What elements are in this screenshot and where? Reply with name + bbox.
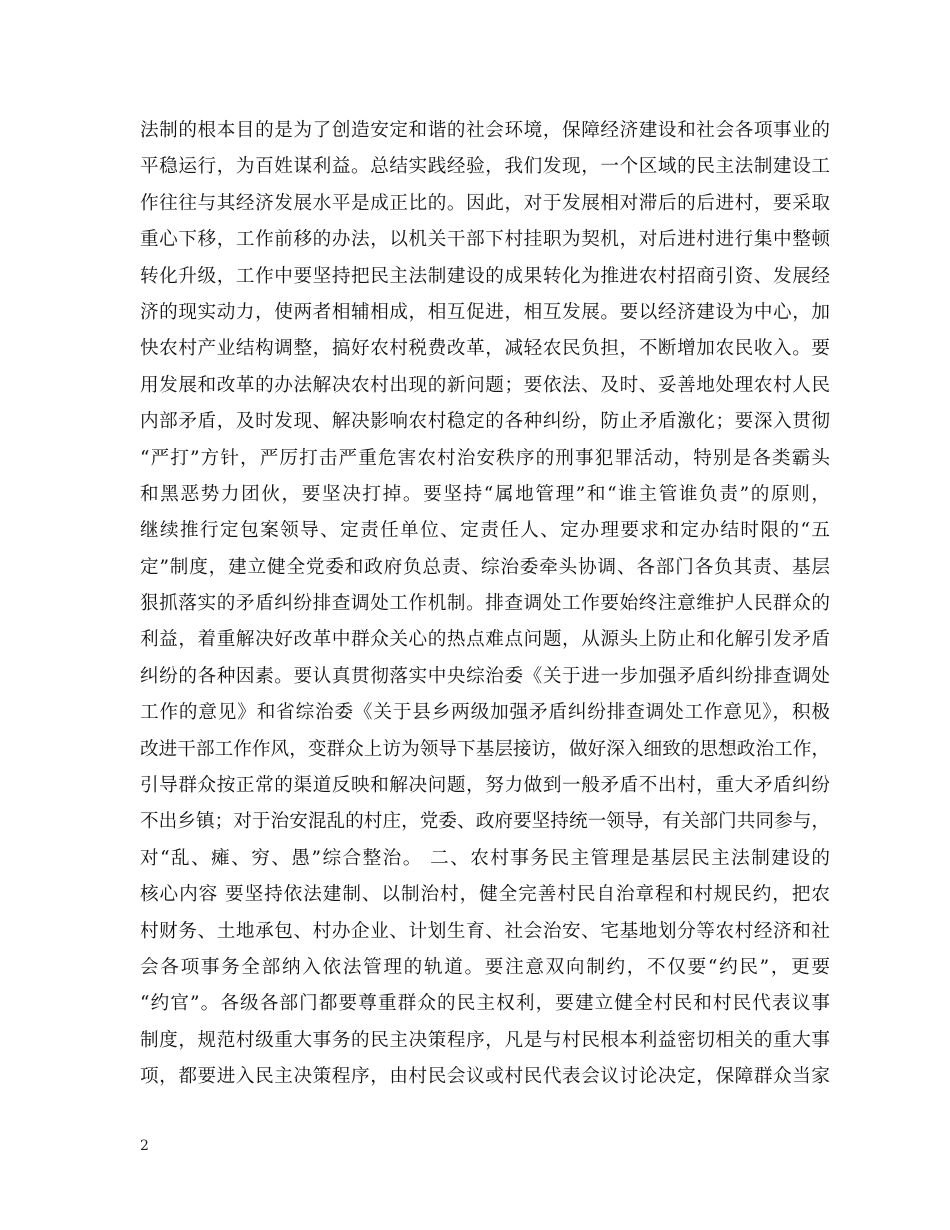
body-text xyxy=(140,113,830,1096)
text-line: 改进干部工作作风，变群众上访为领导下基层接访，做好深入细致的思想政治工作， xyxy=(140,738,830,760)
text-line: 济的现实动力，使两者相辅相成，相互促进，相互发展。要以经济建设为中心，加 xyxy=(140,301,830,323)
page-number: 2 xyxy=(140,1138,149,1154)
text-line: 和黑恶势力团伙，要坚决打掉。要坚持“属地管理”和“谁主管谁负责”的原则， xyxy=(140,483,830,505)
text-line: 法制的根本目的是为了创造安定和谐的社会环境，保障经济建设和社会各项事业的 xyxy=(140,120,830,141)
text-line: 继续推行定包案领导、定责任单位、定责任人、定办理要求和定办结时限的“五 xyxy=(140,520,830,542)
text-line: 制度，规范村级重大事务的民主决策程序，凡是与村民根本利益密切相关的重大事 xyxy=(140,1029,830,1051)
text-line: 平稳运行，为百姓谋利益。总结实践经验，我们发现，一个区域的民主法制建设工 xyxy=(140,156,830,178)
text-line: 对“乱、瘫、穷、愚”综合整治。 二、农村事务民主管理是基层民主法制建设的 xyxy=(140,847,830,869)
text-line: 项，都要进入民主决策程序，由村民会议或村民代表会议讨论决定，保障群众当家 xyxy=(140,1066,830,1088)
text-line: 内部矛盾，及时发现、解决影响农村稳定的各种纠纷，防止矛盾激化；要深入贯彻 xyxy=(140,411,830,433)
text-line: 工作的意见》和省综治委《关于县乡两级加强矛盾纠纷排查调处工作意见》，积极 xyxy=(140,702,830,724)
text-line: 用发展和改革的办法解决农村出现的新问题；要依法、及时、妥善地处理农村人民 xyxy=(140,374,830,396)
text-line: 不出乡镇；对于治安混乱的村庄，党委、政府要坚持统一领导，有关部门共同参与， xyxy=(140,811,830,833)
text-line: 快农村产业结构调整，搞好农村税费改革，减轻农民负担，不断增加农民收入。要 xyxy=(140,338,830,360)
text-line: “严打”方针，严厉打击严重危害农村治安秩序的刑事犯罪活动，特别是各类霸头 xyxy=(140,447,830,469)
text-line: 作往往与其经济发展水平是成正比的。因此，对于发展相对滞后的后进村，要采取 xyxy=(140,192,830,214)
text-line: 引导群众按正常的渠道反映和解决问题，努力做到一般矛盾不出村，重大矛盾纠纷 xyxy=(140,775,830,797)
text-line: 村财务、土地承包、村办企业、计划生育、社会治安、宅基地划分等农村经济和社 xyxy=(140,920,830,942)
text-line: 重心下移，工作前移的办法，以机关干部下村挂职为契机，对后进村进行集中整顿 xyxy=(140,229,830,251)
text-line: 纠纷的各种因素。要认真贯彻落实中央综治委《关于进一步加强矛盾纠纷排查调处 xyxy=(140,665,830,687)
text-line: 核心内容 要坚持依法建制、以制治村，健全完善村民自治章程和村规民约，把农 xyxy=(140,884,830,906)
text-line: “约官”。各级各部门都要尊重群众的民主权利，要建立健全村民和村民代表议事 xyxy=(140,993,830,1015)
text-line: 会各项事务全部纳入依法管理的轨道。要注意双向制约，不仅要“约民”，更要 xyxy=(140,956,830,978)
text-line: 定”制度，建立健全党委和政府负总责、综治委牵头协调、各部门各负其责、基层 xyxy=(140,556,830,578)
text-line: 转化升级，工作中要坚持把民主法制建设的成果转化为推进农村招商引资、发展经 xyxy=(140,265,830,287)
text-line: 利益，着重解决好改革中群众关心的热点难点问题，从源头上防止和化解引发矛盾 xyxy=(140,629,830,651)
text-line: 狠抓落实的矛盾纠纷排查调处工作机制。排查调处工作要始终注意维护人民群众的 xyxy=(140,593,830,615)
